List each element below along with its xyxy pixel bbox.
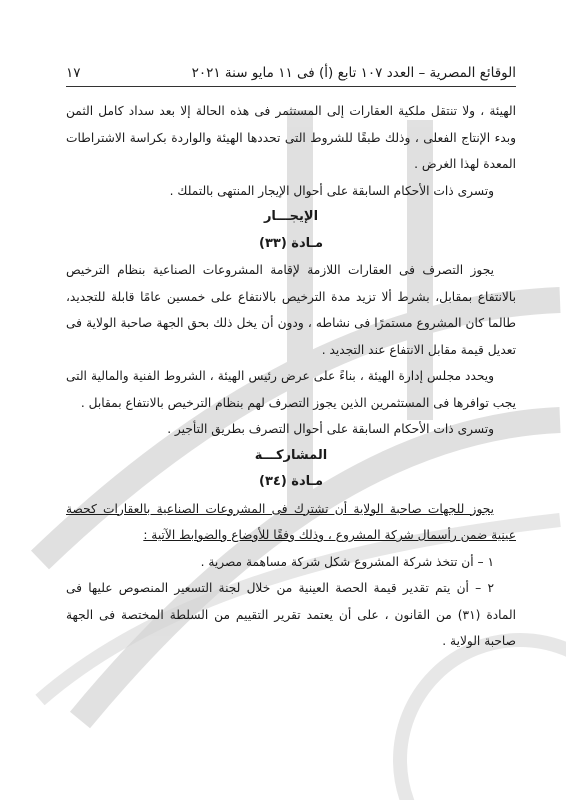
list-item-condition-2: ٢ – أن يتم تقدير قيمة الحصة العينية من خلال لجنة التسعير المنصوص عليها فى المادة (٣١) من القانون ، على أن يعتمد تقرير التقييم من السلطة المختصة فى الجهة صاحبة الولاية . (66, 581, 516, 648)
article-34-heading: مـادة (٣٤) (258, 474, 323, 489)
paragraph-in-kind-share: يجوز للجهات صاحبة الولاية أن تشترك فى المشروعات الصناعية بالعقارات كحصة عينية ضمن رأسمال شركة المشروع ، وذلك وفقًا للأوضاع والضوابط الآتية : (66, 501, 516, 542)
document-body (66, 98, 516, 655)
section-heading-lease: الإيجـــار (263, 209, 319, 224)
page-header (66, 60, 516, 87)
list-item-condition-1: ١ – أن تتخذ شركة المشروع شكل شركة مساهمة مصرية . (200, 554, 494, 569)
paragraph-ownership: الهيئة ، ولا تنتقل ملكية العقارات إلى المستثمر فى هذه الحالة إلا بعد سداد كامل الثمن وبدء الإنتاج الفعلى ، وذلك طبقًا للشروط التى تحددها الهيئة والواردة بكراسة الاشتراطات المعدة لهذا الغرض . (66, 104, 516, 171)
article-33-heading: مـادة (٣٣) (258, 235, 323, 251)
page-number: ١٧ (66, 65, 81, 81)
header-title: الوقائع المصرية – العدد ١٠٧ تابع (أ) فى ١١ مايو سنة ٢٠٢١ (191, 65, 516, 81)
paragraph-board-conditions: ويحدد مجلس إدارة الهيئة ، بناءً على عرض رئيس الهيئة ، الشروط الفنية والمالية التى يجب توافرها فى المستثمرين الذين يجوز التصرف لهم بنظام الترخيص بالانتفاع بمقابل . (66, 369, 516, 410)
paragraph-lease-to-own: وتسرى ذات الأحكام السابقة على أحوال الإيجار المنتهى بالتملك . (169, 183, 494, 198)
paragraph-rental: وتسرى ذات الأحكام السابقة على أحوال التصرف بطريق التأجير . (167, 422, 494, 436)
paragraph-license: يجوز التصرف فى العقارات اللازمة لإقامة المشروعات الصناعية بنظام الترخيص بالانتفاع بمقابل، بشرط ألا تزيد مدة الترخيص بالانتفاع على خمسين عامًا قابلة للتجديد، طالما كان المشروع مستمرًا فى نشاطه ، ودون أن يخل ذلك بحق الجهة صاحبة الولاية فى تعديل قيمة مقابل الانتفاع عند التجديد . (66, 263, 516, 357)
section-heading-partnership: المشاركـــة (254, 447, 328, 463)
